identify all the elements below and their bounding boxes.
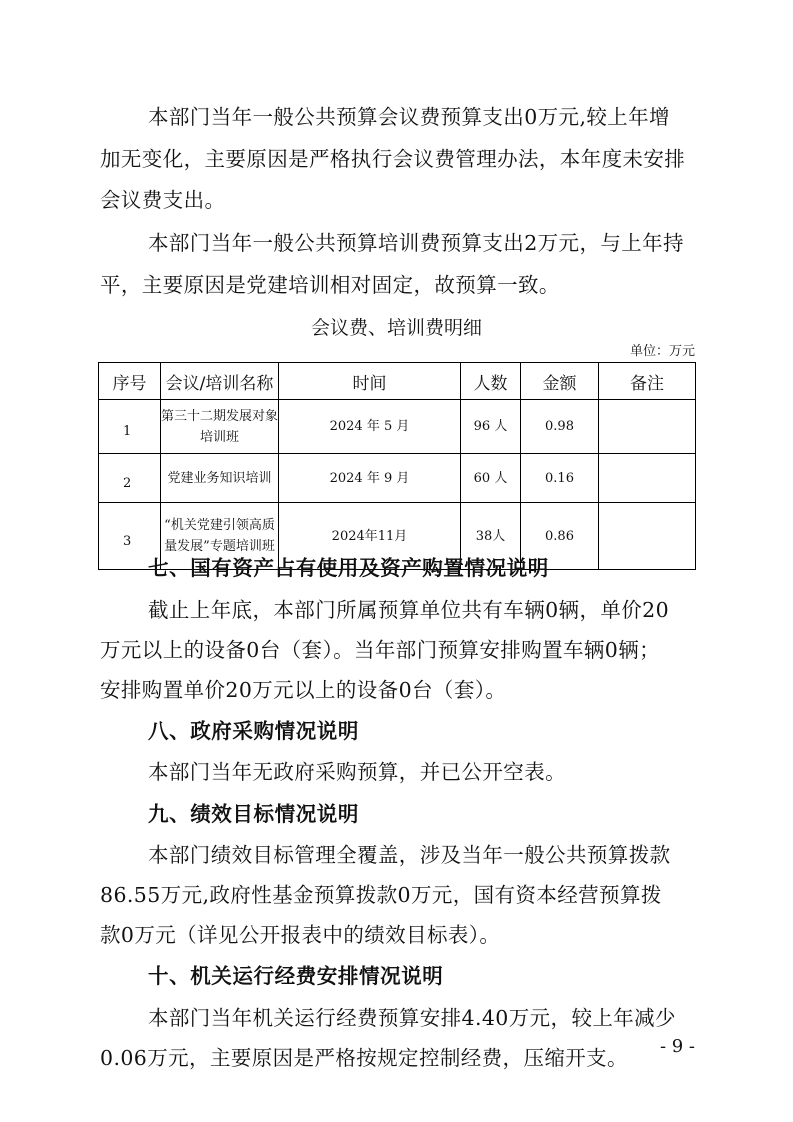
- section-heading: 八、政府采购情况说明: [148, 719, 359, 743]
- row-name: [161, 400, 279, 454]
- table-header-row: [99, 363, 696, 400]
- paragraph-line: 会议费支出。: [100, 188, 226, 212]
- paragraph-line: 加无变化，主要原因是严格执行会议费管理办法，本年度未安排: [100, 147, 686, 171]
- table-row: [99, 454, 696, 503]
- table-unit: 单位：万元: [629, 344, 695, 359]
- paragraph-line: 86.55万元,政府性基金预算拨款0万元，国有资本经营预算拨: [100, 883, 662, 907]
- header-amount: 金额: [521, 363, 599, 400]
- row-name-line: 培训班: [199, 429, 239, 445]
- paragraph-line: 本部门当年一般公共预算培训费预算支出2万元，与上年持: [148, 231, 684, 255]
- row-amount: 0.98: [521, 400, 599, 454]
- table-caption: 会议费、培训费明细: [310, 317, 482, 339]
- header-no: 序号: [99, 363, 161, 400]
- paragraph-line: 本部门当年机关运行经费预算安排4.40万元，较上年减少: [148, 1006, 676, 1030]
- paragraph-line: 平，主要原因是党建培训相对固定，故预算一致。: [100, 273, 560, 297]
- row-name-line: 第三十二期发展对象: [161, 408, 279, 424]
- section-heading: 十、机关运行经费安排情况说明: [148, 964, 444, 988]
- row-name-line: “机关党建引领高质: [164, 518, 275, 533]
- meeting-training-table: [98, 362, 696, 570]
- row-name-line: 量发展”专题培训班: [164, 539, 275, 554]
- header-time: 时间: [279, 363, 461, 400]
- row-amount: 0.86: [521, 503, 599, 570]
- paragraph-line: 0.06万元，主要原因是严格按规定控制经费，压缩开支。: [100, 1046, 628, 1070]
- section-heading: 七、国有资产占有使用及资产购置情况说明: [148, 556, 549, 580]
- row-amount: 0.16: [521, 454, 599, 503]
- row-time: 2024年11月: [279, 503, 461, 570]
- row-no: 3: [99, 503, 161, 570]
- row-no: 1: [99, 400, 161, 454]
- paragraph-line: 本部门当年无政府采购预算，并已公开空表。: [148, 760, 566, 784]
- page-number: - 9 -: [659, 1036, 695, 1057]
- paragraph-line: 本部门当年一般公共预算会议费预算支出0万元,较上年增: [148, 105, 670, 129]
- row-people: 38人: [461, 503, 521, 570]
- row-note: [599, 454, 696, 503]
- paragraph-line: 安排购置单价20万元以上的设备0台（套）。: [100, 678, 507, 702]
- section-heading: 九、绩效目标情况说明: [148, 802, 359, 826]
- header-note: 备注: [599, 363, 696, 400]
- row-note: [599, 503, 696, 570]
- row-name: 党建业务知识培训: [161, 454, 279, 503]
- row-people: 60 人: [461, 454, 521, 503]
- header-name: 会议/培训名称: [161, 363, 279, 400]
- row-time: 2024 年 9 月: [279, 454, 461, 503]
- paragraph-line: 万元以上的设备0台（套）。当年部门预算安排购置车辆0辆；: [100, 638, 661, 662]
- paragraph-line: 本部门绩效目标管理全覆盖，涉及当年一般公共预算拨款: [148, 843, 671, 867]
- table-row: [99, 400, 696, 454]
- row-no: 2: [99, 454, 161, 503]
- paragraph-line: 截止上年底，本部门所属预算单位共有车辆0辆，单价20: [148, 598, 670, 622]
- paragraph-line: 款0万元（详见公开报表中的绩效目标表）。: [100, 923, 501, 947]
- header-people: 人数: [461, 363, 521, 400]
- row-people: 96 人: [461, 400, 521, 454]
- row-note: [599, 400, 696, 454]
- row-time: 2024 年 5 月: [279, 400, 461, 454]
